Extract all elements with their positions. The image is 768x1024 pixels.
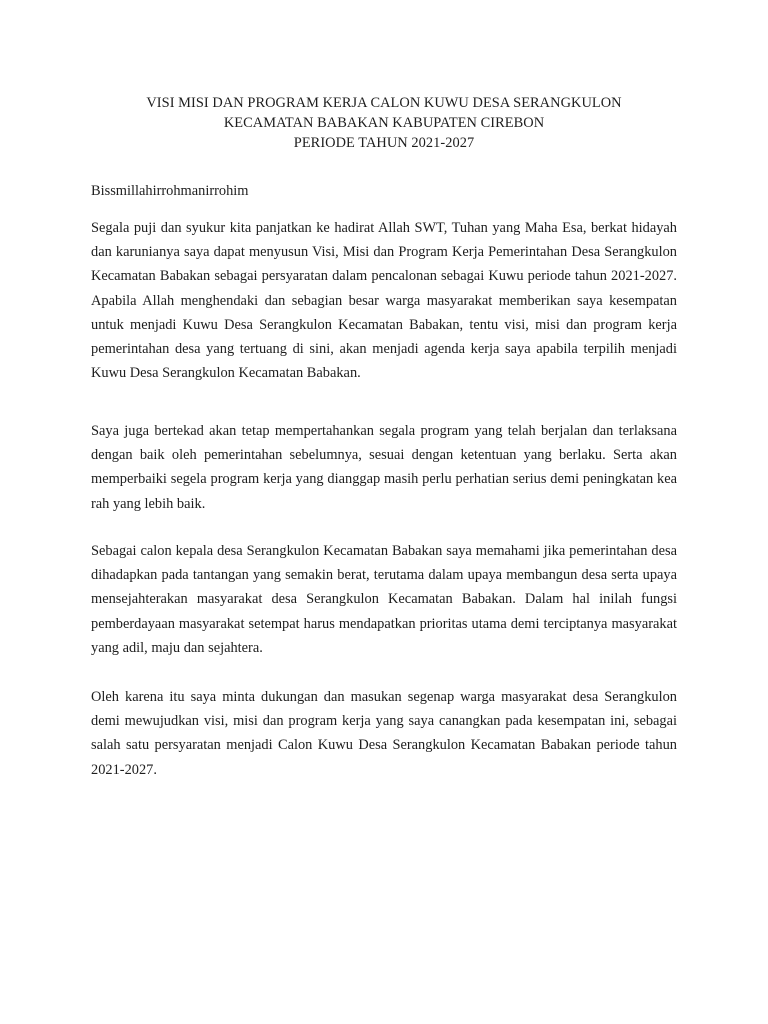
paragraph-4: Oleh karena itu saya minta dukungan dan masukan segenap warga masyarakat desa Serangkulon demi mewujudkan visi, misi dan program kerja yang saya canangkan pada kesempatan ini, sebagai salah satu persyaratan menjadi Calon Kuwu Desa Serangkulon Kecamatan Babakan periode tahun 2021-2027.	[91, 689, 677, 778]
paragraph-3: Sebagai calon kepala desa Serangkulon Kecamatan Babakan saya memahami jika pemerintahan desa dihadapkan pada tantangan yang semakin berat, terutama dalam upaya membangun desa serta upaya mensejahterakan masyarakat desa Serangkulon Kecamatan Babakan. Dalam hal inilah fungsi pemberdayaan masyarakat setempat harus mendapatkan prioritas utama demi terciptanya masyarakat yang adil, maju dan sejahtera.	[91, 543, 677, 656]
paragraph-2: Saya juga bertekad akan tetap mempertahankan segala program yang telah berjalan dan terlaksana dengan baik oleh pemerintahan sebelumnya, sesuai dengan ketentuan yang berlaku. Serta akan memperbaiki segela program kerja yang dianggap masih perlu perhatian serius demi peningkatan kea rah yang lebih baik.	[91, 423, 677, 512]
title-line-1: VISI MISI DAN PROGRAM KERJA CALON KUWU DESA SERANGKULON	[146, 95, 622, 111]
greeting: Bissmillahirrohmanirrohim	[91, 183, 249, 199]
document-title	[91, 93, 677, 153]
paragraph-1: Segala puji dan syukur kita panjatkan ke hadirat Allah SWT, Tuhan yang Maha Esa, berkat hidayah dan karunianya saya dapat menyusun Visi, Misi dan Program Kerja Pemerintahan Desa Serangkulon Kecamatan Babakan sebagai persyaratan dalam pencalonan sebagai Kuwu periode tahun 2021-2027. Apabila Allah menghendaki dan sebagian besar warga masyarakat memberikan saya kesempatan untuk menjadi Kuwu Desa Serangkulon Kecamatan Babakan, tentu visi, misi dan program kerja pemerintahan desa yang tertuang di sini, akan menjadi agenda kerja saya apabila terpilih menjadi Kuwu Desa Serangkulon Kecamatan Babakan.	[91, 220, 677, 382]
title-line-2: KECAMATAN BABAKAN KABUPATEN CIREBON	[223, 115, 545, 131]
title-line-3: PERIODE TAHUN 2021-2027	[293, 135, 475, 151]
